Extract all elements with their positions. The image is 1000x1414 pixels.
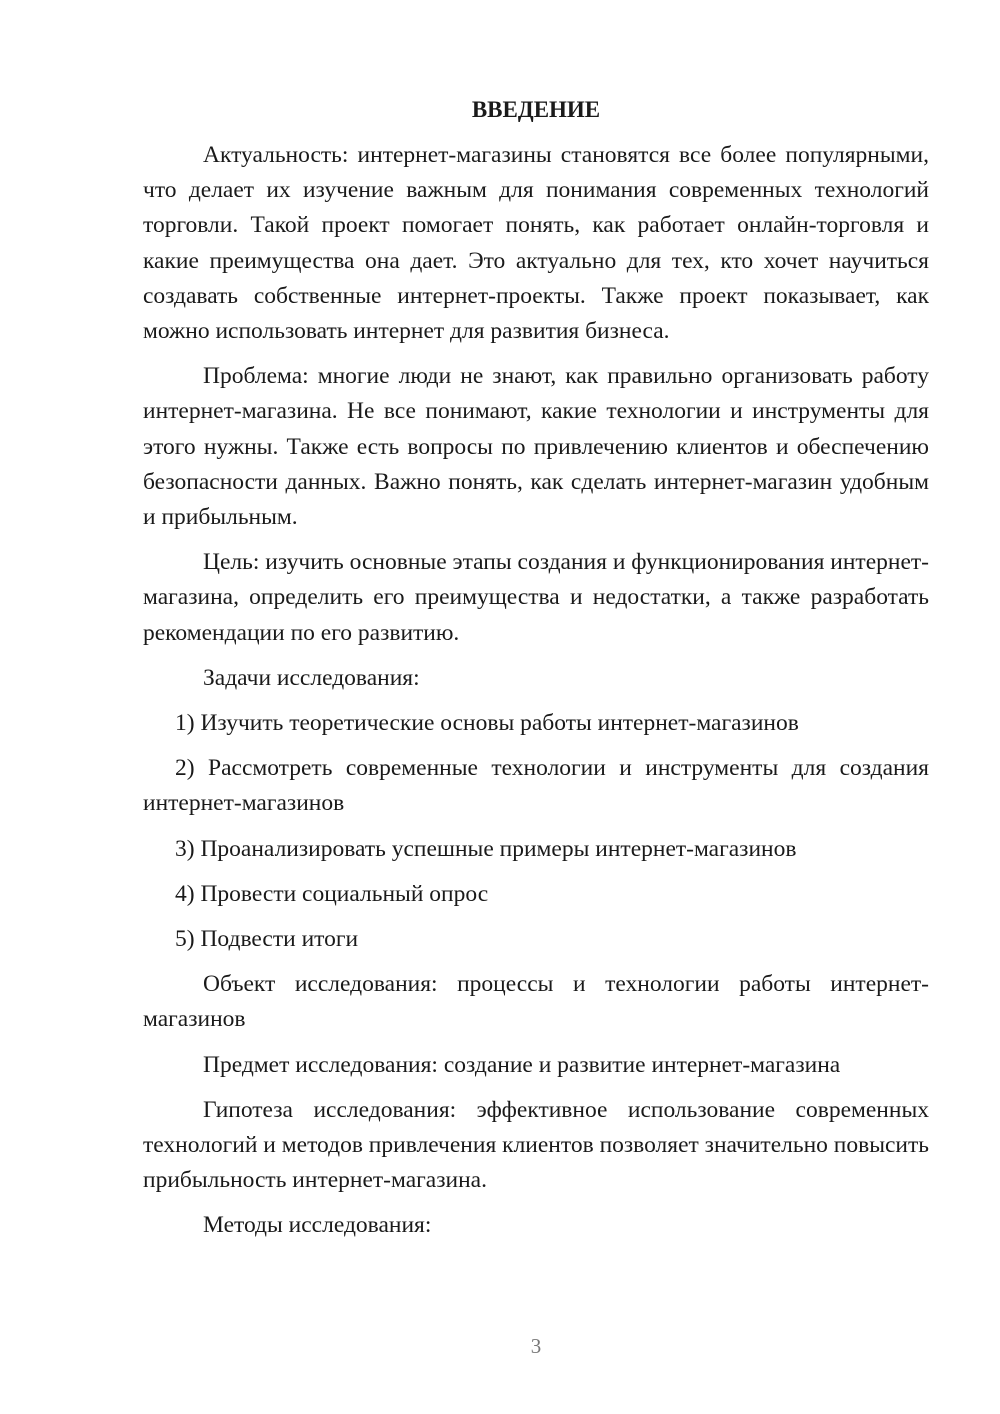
task-item-5: 5) Подвести итоги: [175, 926, 359, 953]
relevance-paragraph: Актуальность: интернет-магазины становятся все более популярными, что делает их изучение важным для понимания современных технологий торговли. Такой проект помогает понять, как работает онлайн-торговля и какие преимущества она дает. Это актуально для тех, кто хочет научиться создавать собственные интернет-проекты. Также проект показывает, как можно использовать интернет для развития бизнеса.: [143, 142, 929, 345]
goal-paragraph: Цель: изучить основные этапы создания и функционирования интернет-магазина, определить его преимущества и недостатки, а также разработать рекомендации по его развитию.: [143, 549, 929, 646]
task-item-4: 4) Провести социальный опрос: [175, 880, 489, 907]
task-item-3: 3) Проанализировать успешные примеры интернет-магазинов: [175, 835, 797, 862]
task-item-2: 2) Рассмотреть современные технологии и инструменты для создания интернет-магазинов: [143, 755, 929, 817]
subject-paragraph: Предмет исследования: создание и развитие интернет-магазина: [203, 1051, 841, 1078]
task-item-1: 1) Изучить теоретические основы работы интернет-магазинов: [175, 710, 799, 737]
page-content: [143, 92, 929, 1254]
tasks-heading: Задачи исследования:: [203, 664, 420, 691]
methods-heading: Методы исследования:: [203, 1212, 432, 1239]
hypothesis-paragraph: Гипотеза исследования: эффективное использование современных технологий и методов привлечения клиентов позволяет значительно повысить прибыльность интернет-магазина.: [143, 1096, 929, 1194]
problem-paragraph: Проблема: многие люди не знают, как правильно организовать работу интернет-магазина. Не все понимают, какие технологии и инструменты для этого нужны. Также есть вопросы по привлечению клиентов и обеспечению безопасности данных. Важно понять, как сделать интернет-магазин удобным и прибыльным.: [143, 363, 929, 531]
section-title: ВВЕДЕНИЕ: [471, 97, 601, 122]
page-number: 3: [530, 1334, 542, 1358]
object-paragraph: Объект исследования: процессы и технологии работы интернет-магазинов: [143, 971, 929, 1033]
